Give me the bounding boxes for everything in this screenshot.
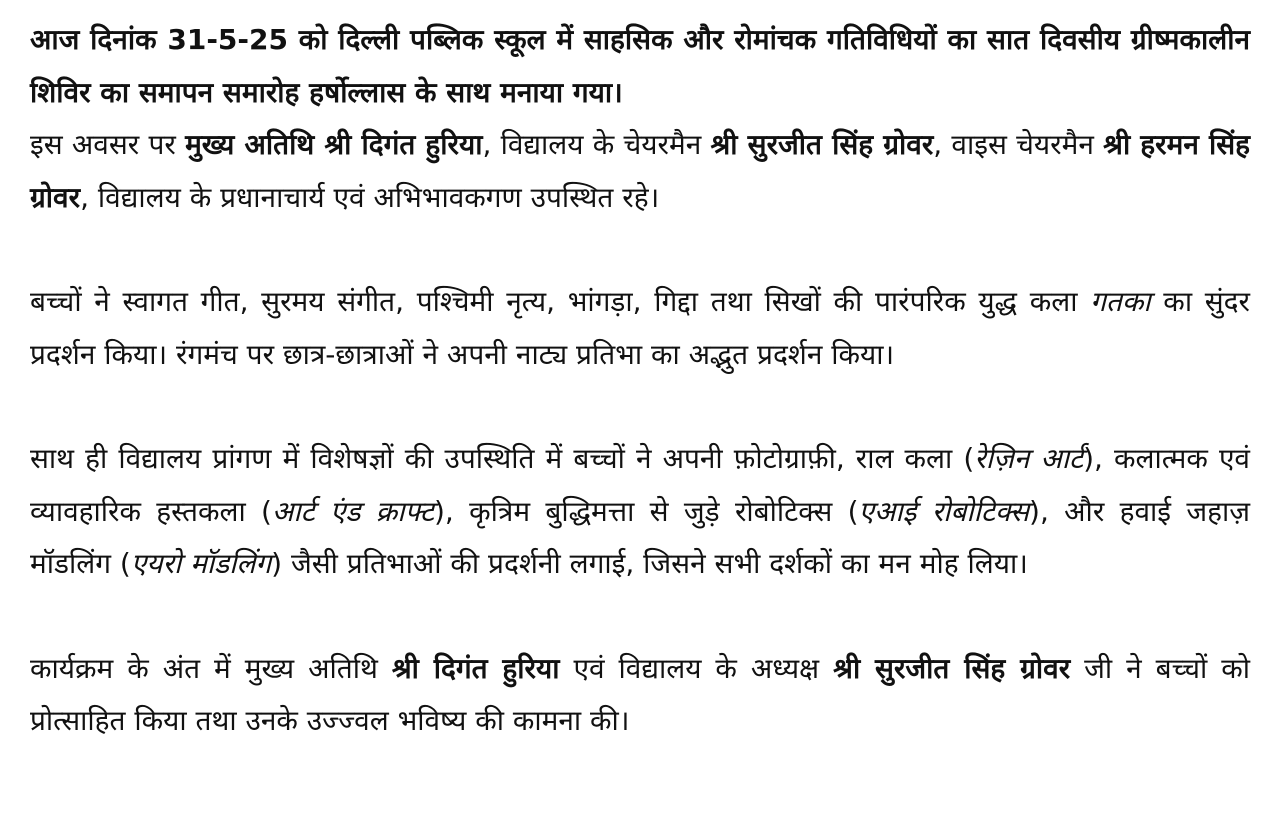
- chairman-name: श्री सुरजीत सिंह ग्रोवर: [710, 128, 934, 161]
- exhibition-text-2: ), कलात्मक एवं व्यावहारिक हस्तकला (: [30, 442, 1250, 528]
- performances-text-2: का सुंदर प्रदर्शन किया। रंगमंच पर छात्र-छात्राओं ने अपनी नाट्य प्रतिभा का अद्भुत प्रदर्शन किया।: [30, 285, 1251, 371]
- exhibition-text-1: साथ ही विद्यालय प्रांगण में विशेषज्ञों की उपस्थिति में बच्चों ने अपनी फ़ोटोग्राफ़ी, राल कला (: [30, 442, 975, 475]
- closing-text-1: कार्यक्रम के अंत में मुख्य अतिथि: [30, 651, 392, 685]
- performances-paragraph: [30, 276, 1250, 381]
- attendees-paragraph: [30, 119, 1250, 224]
- resin-art-term: रेज़िन आर्ट: [974, 442, 1084, 475]
- closing-text-2: एवं विद्यालय के अध्यक्ष: [559, 651, 834, 685]
- president-name: श्री सुरजीत सिंह ग्रोवर: [833, 651, 1071, 685]
- performances-text-1: बच्चों ने स्वागत गीत, सुरमय संगीत, पश्चिमी नृत्य, भांगड़ा, गिद्दा तथा सिखों की पारंपरिक युद्ध कला: [30, 285, 1091, 318]
- exhibition-text-4: ), और हवाई जहाज़ मॉडलिंग (: [30, 494, 1251, 580]
- vice-chairman-name: श्री हरमन सिंह ग्रोवर: [30, 128, 1251, 214]
- aero-modelling-term: एयरो मॉडलिंग: [130, 547, 272, 580]
- attendees-text-4: , विद्यालय के प्रधानाचार्य एवं अभिभावकगण उपस्थित रहे।: [80, 180, 660, 214]
- art-craft-term: आर्ट एंड क्राफ्ट: [271, 494, 434, 528]
- closing-paragraph: [30, 643, 1250, 748]
- attendees-text-2: , विद्यालय के चेयरमैन: [482, 128, 711, 161]
- chief-guest-name: मुख्य अतिथि श्री दिगंत हुरिया: [185, 128, 483, 161]
- opening-statement: आज दिनांक 31-5-25 को दिल्ली पब्लिक स्कूल में साहसिक और रोमांचक गतिविधियों का सात दिवसीय ग्रीष्मकालीन शिविर का समापन समारोह हर्षोल्लास के साथ मनाया गया।: [30, 23, 1250, 109]
- closing-text-3: जी ने बच्चों को प्रोत्साहित किया तथा उनके उज्ज्वल भविष्य की कामना की।: [30, 651, 1250, 737]
- opening-paragraph: [30, 14, 1250, 119]
- exhibition-text-5: ) जैसी प्रतिभाओं की प्रदर्शनी लगाई, जिसने सभी दर्शकों का मन मोह लिया।: [271, 547, 1028, 580]
- ai-robotics-term: एआई रोबोटिक्स: [858, 494, 1030, 528]
- attendees-text-3: , वाइस चेयरमैन: [933, 128, 1104, 161]
- exhibition-paragraph: [30, 433, 1250, 591]
- exhibition-text-3: ), कृत्रिम बुद्धिमत्ता से जुड़े रोबोटिक्स (: [434, 494, 859, 528]
- closing-chief-guest-name: श्री दिगंत हुरिया: [391, 651, 560, 685]
- attendees-text-1: इस अवसर पर: [30, 128, 186, 161]
- gatka-term: गतका: [1090, 285, 1151, 318]
